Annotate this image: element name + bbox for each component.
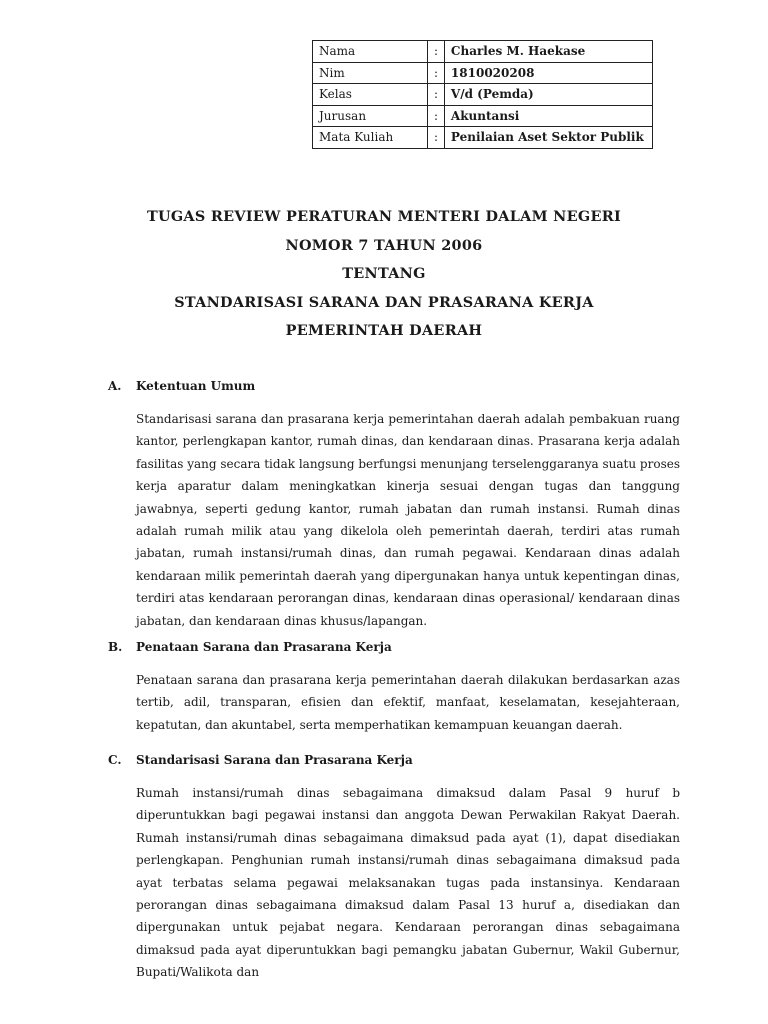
title-line: TUGAS REVIEW PERATURAN MENTERI DALAM NEGERI (146, 208, 622, 225)
section-heading (108, 638, 680, 656)
section-title: Standarisasi Sarana dan Prasarana Kerja (136, 753, 413, 767)
identity-row-mata-kuliah (313, 127, 653, 149)
identity-row-name (313, 41, 653, 63)
identity-colon: : (428, 62, 445, 84)
title-line: PEMERINTAH DAERAH (285, 322, 483, 339)
identity-colon: : (428, 41, 445, 63)
identity-value: 1810020208 (444, 62, 652, 84)
section-title: Ketentuan Umum (136, 379, 256, 393)
identity-colon: : (428, 127, 445, 149)
section-title: Penataan Sarana dan Prasarana Kerja (136, 640, 392, 654)
section-letter: B. (108, 640, 123, 654)
identity-label: Jurusan (313, 105, 428, 127)
title-line: TENTANG (342, 265, 426, 282)
section-b (108, 638, 680, 736)
section-paragraph: Rumah instansi/rumah dinas sebagaimana dimaksud dalam Pasal 9 huruf b diperuntukkan bagi pegawai instansi dan anggota Dewan Perwakilan Rakyat Daerah. Rumah instansi/rumah dinas sebagaimana dimaksud pada ayat (1), dapat disediakan perlengkapan. Penghunian rumah instansi/rumah dinas sebagaimana dimaksud pada ayat terbatas selama pegawai melaksanakan tugas pada instansinya. Kendaraan perorangan dinas sebagaimana dimaksud dalam Pasal 13 huruf a, disediakan dan dipergunakan untuk pejabat negara. Kendaraan perorangan dinas sebagaimana dimaksud pada ayat diperuntukkan bagi pemangku jabatan Gubernur, Wakil Gubernur, Bupati/Walikota dan (136, 786, 680, 980)
title-line: STANDARISASI SARANA DAN PRASARANA KERJA (174, 293, 594, 311)
student-identity-table (312, 40, 653, 149)
section-letter: A. (108, 379, 122, 393)
identity-value: Penilaian Aset Sektor Publik (444, 127, 652, 149)
identity-value: V/d (Pemda) (444, 84, 652, 106)
identity-label: Nama (313, 41, 428, 63)
section-paragraph: Standarisasi sarana dan prasarana kerja pemerintahan daerah adalah pembakuan ruang kantor, perlengkapan kantor, rumah dinas, dan kendaraan dinas. Prasarana kerja adalah fasilitas yang secara tidak langsung berfungsi menunjang terselenggaranya suatu proses kerja aparatur dalam meningkatkan kinerja sesuai dengan tugas dan tanggung jawabnya, seperti gedung kantor, rumah jabatan dan rumah instansi. Rumah dinas adalah rumah milik atau yang dikelola oleh pemerintah daerah, terdiri atas rumah jabatan, rumah instansi/rumah dinas, dan rumah pegawai. Kendaraan dinas adalah kendaraan milik pemerintah daerah yang dipergunakan hanya untuk kepentingan dinas, terdiri atas kendaraan perorangan dinas, kendaraan dinas operasional/ kendaraan dinas jabatan, dan kendaraan dinas khusus/lapangan. (136, 412, 680, 628)
identity-colon: : (428, 84, 445, 106)
identity-value: Charles M. Haekase (444, 41, 652, 63)
document-title (0, 203, 768, 346)
section-a (108, 377, 680, 632)
identity-label: Mata Kuliah (313, 127, 428, 149)
section-paragraph: Penataan sarana dan prasarana kerja pemerintahan daerah dilakukan berdasarkan azas tertib, adil, transparan, efisien dan efektif, manfaat, keselamatan, kesejahteraan, kepatutan, dan akuntabel, serta memperhatikan kemampuan keuangan daerah. (136, 673, 680, 732)
section-letter: C. (108, 753, 122, 767)
section-c (108, 751, 680, 984)
identity-row-jurusan (313, 105, 653, 127)
identity-value: Akuntansi (444, 105, 652, 127)
section-heading (108, 751, 680, 769)
section-heading (108, 377, 680, 395)
title-line: NOMOR 7 TAHUN 2006 (285, 236, 483, 254)
identity-label: Kelas (313, 84, 428, 106)
identity-row-kelas (313, 84, 653, 106)
identity-colon: : (428, 105, 445, 127)
identity-row-nim (313, 62, 653, 84)
identity-label: Nim (313, 62, 428, 84)
